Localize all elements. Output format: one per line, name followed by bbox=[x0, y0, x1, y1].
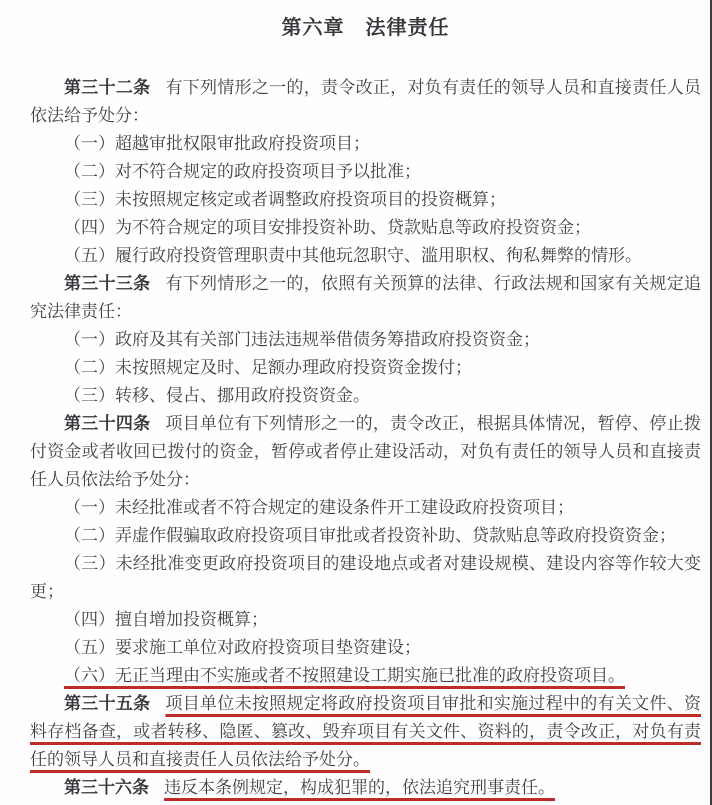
list-item bbox=[30, 522, 701, 550]
list-item bbox=[30, 186, 701, 214]
list-item-text: （二）弄虚作假骗取政府投资项目审批或者投资补助、贷款贴息等政府投资资金； bbox=[64, 526, 676, 545]
article-33-text: 有下列情形之一的，依照有关预算的法律、行政法规和国家有关规定追究法律责任： bbox=[30, 274, 702, 321]
list-item bbox=[30, 494, 701, 522]
list-item-text-underlined: （六）无正当理由不实施或者不按照建设工期实施已批准的政府投资项目。 bbox=[64, 666, 625, 685]
list-item-text: （三）未按照规定核定或者调整政府投资项目的投资概算； bbox=[64, 190, 506, 209]
list-item-text: （四）擅自增加投资概算； bbox=[64, 610, 268, 629]
list-item-text: （二）未按照规定及时、足额办理政府投资资金拨付； bbox=[64, 358, 472, 377]
article-35-number: 第三十五条 bbox=[64, 694, 151, 713]
chapter-title: 第六章 法律责任 bbox=[281, 17, 450, 39]
list-item bbox=[30, 382, 701, 410]
list-item bbox=[30, 326, 701, 354]
article-34 bbox=[30, 410, 701, 494]
list-item-text: （三）转移、侵占、挪用政府投资资金。 bbox=[64, 386, 370, 405]
list-item-text: （五）履行政府投资管理职责中其他玩忽职守、滥用职权、徇私舞弊的情形。 bbox=[64, 246, 642, 265]
article-34-number: 第三十四条 bbox=[64, 414, 151, 433]
list-item bbox=[30, 606, 701, 634]
list-item bbox=[30, 130, 701, 158]
article-32-text: 有下列情形之一的，责令改正，对负有责任的领导人员和直接责任人员依法给予处分： bbox=[30, 78, 702, 125]
list-item-text: （一）超越审批权限审批政府投资项目； bbox=[64, 134, 370, 153]
list-item-underlined bbox=[30, 662, 701, 690]
list-item-text: （一）未经批准或者不符合规定的建设条件开工建设政府投资项目； bbox=[64, 498, 574, 517]
list-item bbox=[30, 214, 701, 242]
article-34-text: 项目单位有下列情形之一的，责令改正，根据具体情况，暂停、停止拨付资金或者收回已拨付的资金，暂停或者停止建设活动，对负有责任的领导人员和直接责任人员依法给予处分： bbox=[30, 414, 702, 489]
list-item bbox=[30, 550, 701, 606]
list-item bbox=[30, 634, 701, 662]
article-35-text-underlined: 项目单位未按照规定将政府投资项目审批和实施过程中的有关文件、资料存档备查，或者转移、隐匿、篡改、毁弃项目有关文件、资料的，责令改正，对负有责任的领导人员和直接责任人员依法给予处分。 bbox=[30, 694, 702, 769]
article-32 bbox=[30, 74, 701, 130]
article-36 bbox=[30, 774, 701, 802]
article-33-number: 第三十三条 bbox=[64, 274, 151, 293]
list-item-text: （三）未经批准变更政府投资项目的建设地点或者对建设规模、建设内容等作较大变更； bbox=[30, 554, 701, 601]
list-item-text: （一）政府及其有关部门违法违规举借债务筹措政府投资资金； bbox=[64, 330, 540, 349]
article-33 bbox=[30, 270, 701, 326]
list-item bbox=[30, 242, 701, 270]
article-36-text-underlined: 违反本条例规定，构成犯罪的，依法追究刑事责任。 bbox=[164, 778, 555, 797]
list-item-text: （四）为不符合规定的项目安排投资补助、贷款贴息等政府投资资金； bbox=[64, 218, 591, 237]
list-item-text: （五）要求施工单位对政府投资项目垫资建设； bbox=[64, 638, 421, 657]
list-item bbox=[30, 354, 701, 382]
list-item-text: （二）对不符合规定的政府投资项目予以批准； bbox=[64, 162, 421, 181]
list-item bbox=[30, 158, 701, 186]
article-35 bbox=[30, 690, 701, 774]
article-32-number: 第三十二条 bbox=[64, 78, 151, 97]
article-36-number: 第三十六条 bbox=[64, 778, 149, 797]
